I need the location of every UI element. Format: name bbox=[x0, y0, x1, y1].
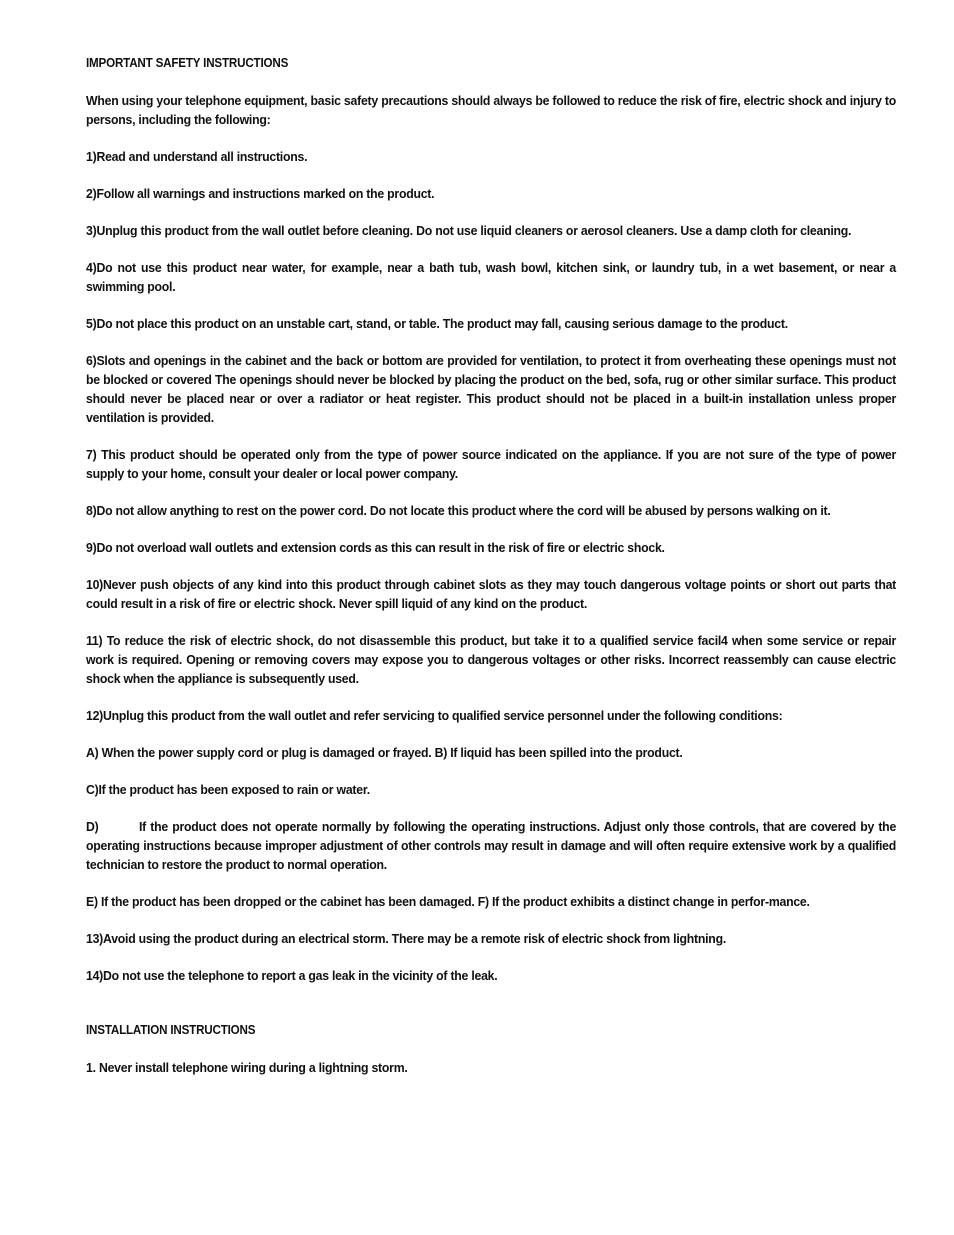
safety-item-2: 2)Follow all warnings and instructions marked on the product. bbox=[86, 186, 435, 201]
installation-item-1: 1. Never install telephone wiring during a lightning storm. bbox=[86, 1060, 408, 1075]
installation-heading: INSTALLATION INSTRUCTIONS bbox=[86, 1023, 256, 1037]
safety-intro: When using your telephone equipment, basic safety precautions should always be followed to reduce the risk of fire, electric shock and injury to persons, including the following: bbox=[86, 93, 897, 127]
safety-condition-e-f: E) If the product has been dropped or the cabinet has been damaged. F) If the product exhibits a distinct change in perfor-mance. bbox=[86, 894, 810, 909]
safety-item-5: 5)Do not place this product on an unstable cart, stand, or table. The product may fall, causing serious damage to the product. bbox=[86, 316, 788, 331]
safety-item-11: 11) To reduce the risk of electric shock, do not disassemble this product, but take it to a qualified service facil4 when some service or repair work is required. Opening or removing covers may expose you to dangerous voltages or other risks. Incorrect reassembly can cause electric shock when the appliance is subsequently used. bbox=[86, 633, 897, 686]
condition-d-text: If the product does not operate normally by following the operating instructions. Adjust only those controls, that are covered by the operating instructions because improper adjustment of other controls may result in damage and will often require extensive work by a qualified technician to restore the product to normal operation. bbox=[86, 819, 897, 872]
safety-condition-d bbox=[86, 817, 896, 874]
safety-item-6: 6)Slots and openings in the cabinet and the back or bottom are provided for ventilation, to protect it from overheating these openings must not be blocked or covered The openings should never be blocked by placing the product on the bed, sofa, rug or other similar surface. This product should never be placed near or over a radiator or heat register. This product should not be placed in a built-in installation unless proper ventilation is provided. bbox=[86, 353, 897, 425]
safety-item-1: 1)Read and understand all instructions. bbox=[86, 149, 308, 164]
safety-item-3: 3)Unplug this product from the wall outlet before cleaning. Do not use liquid cleaners or aerosol cleaners. Use a damp cloth for cleaning. bbox=[86, 223, 852, 238]
condition-d-label: D) bbox=[86, 819, 99, 834]
safety-heading: IMPORTANT SAFETY INSTRUCTIONS bbox=[86, 56, 289, 70]
safety-condition-c: C)If the product has been exposed to rain or water. bbox=[86, 782, 370, 797]
safety-item-8: 8)Do not allow anything to rest on the power cord. Do not locate this product where the cord will be abused by persons walking on it. bbox=[86, 503, 831, 518]
safety-item-12: 12)Unplug this product from the wall outlet and refer servicing to qualified service personnel under the following conditions: bbox=[86, 708, 783, 723]
safety-item-13: 13)Avoid using the product during an electrical storm. There may be a remote risk of electric shock from lightning. bbox=[86, 931, 726, 946]
document-page bbox=[86, 54, 896, 1095]
safety-item-10: 10)Never push objects of any kind into this product through cabinet slots as they may touch dangerous voltage points or short out parts that could result in a risk of fire or electric shock. Never spill liquid of any kind on the product. bbox=[86, 577, 897, 611]
safety-item-7: 7) This product should be operated only from the type of power source indicated on the appliance. If you are not sure of the type of power supply to your home, consult your dealer or local power company. bbox=[86, 447, 897, 481]
safety-item-14: 14)Do not use the telephone to report a gas leak in the vicinity of the leak. bbox=[86, 968, 498, 983]
safety-item-4: 4)Do not use this product near water, for example, near a bath tub, wash bowl, kitchen sink, or laundry tub, in a wet basement, or near a swimming pool. bbox=[86, 260, 897, 294]
safety-condition-a-b: A) When the power supply cord or plug is damaged or frayed. B) If liquid has been spilled into the product. bbox=[86, 745, 683, 760]
safety-item-9: 9)Do not overload wall outlets and extension cords as this can result in the risk of fire or electric shock. bbox=[86, 540, 665, 555]
